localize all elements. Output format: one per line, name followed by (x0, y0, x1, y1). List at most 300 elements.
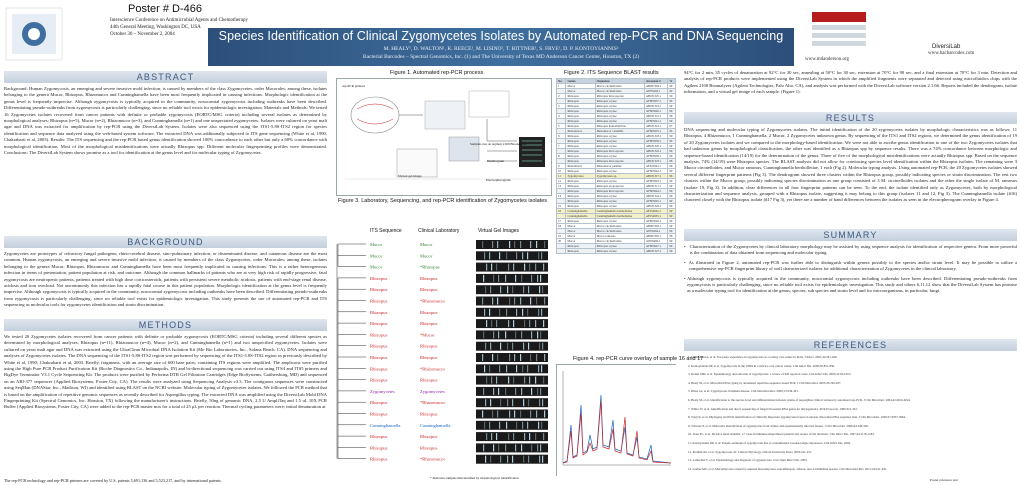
gel-band (498, 444, 499, 451)
gel-band (514, 411, 515, 418)
table-cell: Rhizopus (566, 139, 595, 144)
gel-band (486, 433, 487, 440)
table-row (557, 94, 676, 99)
gel-band (496, 433, 497, 440)
gel-lane (476, 364, 548, 373)
gel-band (514, 354, 515, 361)
gel-band (544, 411, 545, 418)
gel-band (522, 365, 523, 372)
gel-band (530, 298, 531, 305)
gel-band (493, 388, 494, 395)
table-cell: Rhizopus (566, 154, 595, 159)
table-cell: Rhizopus oryzae (595, 114, 644, 119)
table-cell: 99 (668, 144, 676, 149)
table-cell: AY803946.1 (644, 219, 668, 224)
gel-band (482, 241, 483, 248)
gel-band (485, 456, 486, 463)
gel-band (524, 320, 525, 327)
table-cell: Rhizopus (566, 184, 595, 189)
its-label: Rhizopus (370, 445, 388, 451)
gel-band (506, 309, 507, 316)
gel-band (485, 399, 486, 406)
clinical-label: *Mucor (420, 332, 435, 338)
table-cell: Rhizopus oryzae (595, 204, 644, 209)
gel-band (498, 388, 499, 395)
gel-band (506, 252, 507, 259)
its-label: Rhizopus (370, 275, 388, 281)
table-cell: AB181311.1 (644, 184, 668, 189)
table-row (557, 99, 676, 104)
poster-logo (4, 6, 64, 62)
gel-band (544, 354, 545, 361)
gel-band (505, 444, 506, 451)
gel-band (520, 411, 521, 418)
table-cell: 4 (557, 114, 566, 119)
table-cell: Rhizomucor variabilis (595, 129, 644, 134)
table-cell: Rhizopus azygosporus (595, 184, 644, 189)
table-cell: Zygomycetes sp. (595, 174, 644, 179)
gel-band (500, 399, 501, 406)
gel-band (509, 241, 510, 248)
table-row (557, 249, 676, 254)
table-cell: 99 (668, 224, 676, 229)
gel-band (527, 252, 528, 259)
table-cell: 97 (668, 124, 676, 129)
gel-band (536, 298, 537, 305)
gel-band (516, 365, 517, 372)
summary-heading: SUMMARY (684, 229, 1017, 241)
diversilab-name: DiversiLab (932, 44, 961, 50)
table-cell: 99 (668, 194, 676, 199)
table-cell: Rhizopus oryzae (595, 139, 644, 144)
table-cell: Rhizopus oryzae (595, 104, 644, 109)
table-cell: Mucor (566, 229, 595, 234)
gel-band (524, 264, 525, 271)
its-label: Rhizopus (370, 400, 388, 406)
gel-band (538, 422, 539, 429)
table-cell: 99 (668, 119, 676, 124)
gel-band (543, 377, 544, 384)
gel-band (540, 444, 541, 451)
table-cell: Rhizopus oryzae (595, 179, 644, 184)
clinical-label: Rhizopus (420, 321, 438, 327)
gel-band (521, 388, 522, 395)
gel-band (484, 422, 485, 429)
table-row (557, 119, 676, 124)
table-cell: 99 (668, 204, 676, 209)
clinical-label: Rhizopus (420, 411, 438, 417)
gel-band (527, 309, 528, 316)
table-cell: Rhizopus oryzae (595, 134, 644, 139)
gel-band (512, 286, 513, 293)
gel-band (543, 264, 544, 271)
table-cell: AB181324.1 (644, 194, 668, 199)
table-row (557, 114, 676, 119)
fig1-step-primers: rep-PCR primers (342, 84, 366, 88)
table-cell: AY803935.1 (644, 129, 668, 134)
gel-band (516, 422, 517, 429)
table-cell: Rhizopus (566, 219, 595, 224)
gel-band (535, 433, 536, 440)
summary-list: • Characterization of the Zygomycetes by clinical laboratory morphology may be assisted by using sequence analysis for identification of respective genera. From more powerful is the combination of data obtained from sequencing and molecular typing. • As illustrated in Figure 2, automated rep-PCR was further able to distinguish within genera possibly to the species and/or strain level. It may be possible to utilize a comprehensive rep-PCR fingerprint library of well characterized isolates for additional characterization of Zygomycetes in the clinical laboratory. • Although zygomycosis is typically acquired in the community, nosocomial zygomycosis including outbreaks have been described. Differentiating pseudo-outbreaks from zygomycosis is particularly challenging, since no reliable tool exists for epidemiologic investigation. This study and others 6,11,12 show that the DiversiLab System has promise as a molecular typing tool for identification at the genus, species, sub species and strain level and for microorganisms, in particular, fungi. (684, 244, 1017, 294)
table-cell: Rhizopus microsporus (595, 159, 644, 164)
gel-band (500, 343, 501, 350)
gel-band (498, 275, 499, 282)
table-cell: 18 (557, 224, 566, 229)
figure1-title: Figure 1. Automated rep-PCR process (390, 70, 484, 76)
table-cell: 99 (668, 99, 676, 104)
fig3-col-gel: Virtual Gel Images (478, 228, 520, 234)
gel-band (520, 354, 521, 361)
table-row (557, 149, 676, 154)
table-cell: Cunninghamella bertholletiae (595, 214, 644, 219)
gel-band (531, 388, 532, 395)
table-cell: 7 (557, 144, 566, 149)
gel-band (491, 264, 492, 271)
gel-band (482, 354, 483, 361)
clinical-label: *Rhizomucor (420, 298, 446, 304)
gel-band (499, 365, 500, 372)
gel-band (528, 456, 529, 463)
table-header-cell: % (668, 79, 676, 84)
table-cell: Rhizopus (566, 159, 595, 164)
gel-band (500, 456, 501, 463)
table-row (557, 179, 676, 184)
table-row (557, 189, 676, 194)
gel-band (542, 399, 543, 406)
reference-item: 7. White TJ, et al. Amplification and direct sequencing of fungal ribosomal RNA genes for phylogenetics. PCR Protocols. 1990:315-322. (688, 406, 858, 411)
gel-band (491, 433, 492, 440)
clinical-label: Rhizopus (420, 377, 438, 383)
gel-band (523, 286, 524, 293)
gel-band (524, 377, 525, 384)
gel-band (536, 354, 537, 361)
gel-band (493, 331, 494, 338)
gel-band (483, 444, 484, 451)
gel-band (507, 343, 508, 350)
gel-band (513, 377, 514, 384)
gel-band (523, 343, 524, 350)
gel-band (522, 309, 523, 316)
table-cell: AJ876494.1 (644, 229, 668, 234)
gel-band (496, 264, 497, 271)
reference-item: 6. Healy M, et al. Identification to the species level and differentiation between strains of Aspergillus clinical isolates by automated rep-PCR. J Clin Microbiol. 2004;42:4016-4024. (688, 398, 911, 402)
gel-band (529, 377, 530, 384)
gel-band (539, 343, 540, 350)
table-cell: AJ876495.1 (644, 239, 668, 244)
reference-item: 11. Kontoyiannis DP, et al. Pseudo-outbreak of zygomycosis due to contaminated wooden tongue depressors. Clin Infect Dis. 2004. (688, 441, 851, 445)
gel-band (496, 320, 497, 327)
table-cell: Rhizomucor (566, 164, 595, 169)
reference-item: 3. Roden MM, et al. Epidemiology and outcome of zygomycosis: a review of 929 reported cases. Clin Infect Dis. 2005;41:634-653. (688, 372, 852, 377)
gel-band (531, 275, 532, 282)
table-cell: AF254932.1 (644, 209, 668, 214)
abstract-text: Background: Human Zygomycosis, an emerging and severe invasive mold infection, is caused by members of the class Zygomycetes, order Mucorales; among these, isolates belonging to the genera Mucor, Rhizopus, Rhizomucor and Cunninghamella have been most frequently implicated in causing infections. Morphologic identification at the genus level is frequently imprecise. Although zygomycosis is typically acquired in the community, nosocomial zygomycosis including outbreaks have been described. Differentiating pseudo-outbreaks from zygomycosis is particularly challenging, since no reliable tool exists for epidemiologic investigation. Materials and Methods: We tested 16 Zygomycetes isolates recovered from cancer patients with definite or probable zygomycosis (EORTC/MSG criteria) including several isolates as determined by morphological analyses: Rhizopus (n=5), Mucor (n=2), Rhizomucor (n=3), and Cunninghamella (n=1) and one unspeciated zygomycetes. Isolates were cultured on yeast malt agar and DNA was extracted for amplification by rep-PCR using the DiversiLab System. Isolates were also sequenced using the ITS1-5.8S-ITS2 region for species identification and sequence data analyzed using the web-based system software. The extracted DNA was additionally subjected to ITS gene sequencing (White et al, 1990, Chakrabarti et al, 2003). Results: The ITS sequencing and the rep-PCR based genus identification showed 100% concordance to each other but only a 60% concordance with morphological identification. Most of the morphological misidentifications were actually Rhizopus spp. Different molecular fingerprinting profiles were demonstrated. Conclusions: The DiversiLab System shows promise as a tool for identification at the genus level and for molecular typing of Zygomycetes. (4, 86, 327, 156)
gel-band (493, 275, 494, 282)
clinical-label: *Rhizomucor (420, 366, 446, 372)
references-heading: REFERENCES (684, 339, 1017, 351)
table-row (557, 194, 676, 199)
its-label: Rhizopus (370, 343, 388, 349)
table-cell: AF325934.1 (644, 164, 668, 169)
gel-band (508, 320, 509, 327)
table-cell: AB097393.1 (644, 224, 668, 229)
gel-band (496, 377, 497, 384)
table-cell: AB181316.1 (644, 124, 668, 129)
table-row (557, 129, 676, 134)
abstract-heading: ABSTRACT (4, 71, 327, 83)
background-text: Zygomycetes are prototypes of refractory fungal pathogens; rhino-cerebral disease, sino-pulmonary infection, or disseminated disease, and cutaneous disease are the most common. Human zygomycosis, an emerging and severe invasive mold infection, is caused by members of the class Zygomycetes, order Mucorales; among these, isolates belonging to the genera Mucor, Rhizopus, Rhizomucor and Cunninghamella have been most frequently implicated in causing infections. This is a rather heterogeneous infection in terms of presentation, patient population at risk, and outcome. Although the common hallmarks of patients who are at very high risk of rapidly progressive, fatal zygomycosis are neutropenic patients, patients treated with high dose corticosteroids, patients with persistent severe metabolic acidosis, patients with end-stage renal disease, acidosis and iron overload. Not uncommonly this infection has a rapidly fatal course in this patient population. Morphologic identification at the genus level is frequently imprecise. Although zygomycosis is typically acquired in the community, nosocomial zygomycosis including outbreaks have been described. Differentiating pseudo-outbreaks from zygomycosis is particularly challenging, since no reliable tool exists for epidemiologic investigation. This study presents the use of automated rep-PCR and ITS sequencing as molecular tools for zygomycetes identification and strain discrimination. (4, 251, 327, 308)
gel-band (484, 309, 485, 316)
gel-band (505, 275, 506, 282)
table-cell: AY803937.1 (644, 99, 668, 104)
poster-title: Species Identification of Clinical Zygomycetes Isolates by Automated rep-PCR and DNA Sequencing (218, 29, 784, 43)
table-cell: Cunninghamella (566, 209, 595, 214)
table-cell: 6 (557, 134, 566, 139)
gel-band (509, 411, 510, 418)
diversilab-url[interactable]: www.bacbarcodes.com (928, 51, 975, 56)
table-cell: AB181327.1 (644, 249, 668, 254)
gel-band (490, 456, 491, 463)
table-cell: Rhizopus (566, 94, 595, 99)
gel-band (531, 331, 532, 338)
clinical-label: Zygomycetes (420, 388, 445, 394)
table-cell: AB181319.1 (644, 104, 668, 109)
table-cell: 98 (668, 114, 676, 119)
mdanderson-url[interactable]: www.mdanderson.org (805, 57, 850, 62)
its-label: Mucor (370, 264, 383, 270)
table-cell: Mucor (566, 239, 595, 244)
table-cell: Mucor circinelloides (595, 89, 644, 94)
table-row (557, 144, 676, 149)
results-text: DNA sequencing and molecular typing of Zygomycetes isolates. The initial identification of the 20 zygomycetes isolates by morphologic characteristics was as follows: 11 Rhizopus, 4 Rhizomucor, 1 Cunninghamella, 2 Mucor, 2 Zygomycetes unknown genus. By sequencing of the ITS1 and ITS2 regions, we determined the genus identification of 19 of 20 Zygomycetes isolates and we compared to the morphology-based identification. We were not able to ascribe genus identification to one of the two Zygomycetes isolates that had unknown genus by morphological classification, the other was identified as a Rhizopus spp by sequence results. There was a 74% concordance between morphologic and sequence-based identification (14/19) for the determination of the genus. Three of five of the morphological misidentifications were actually Rhizopus spp. Based on the sequence analysis, 74% (14/19) were Rhizopus species. The BLAST analysis did not allow for convincing species level identification within the Rhizopus isolates. The remaining were 3 Mucor circinelloides, and Mucor ramosus, Cunninghamella bertholletiae, 1 each (Fig 2). Molecular typing analysis. Using automated rep-PCR, the 20 Zygomycetes isolates showed several different fingerprint patterns (Fig 3). The dendrogram showed three clusters within the Rhizopus group, possibly indicating species or strain discrimination. The rest two clusters within the Mucor group, possibly indicating species discrimination as one group consisted of 3 M. circinelloides isolates and the other the single isolate of M. ramosus (isolate 19, Fig 3). In addition, clear differences in all four fingerprint patterns can be seen. To the end, the isolate identified only as Zygomycetes, both by morphological characterization and sequence analysis, grouped with a Rhizopus isolate, suggesting it may belong to this group (isolates 11 and 12, Fig 3). The Cunninghamella isolate (#16) clustered closely with the Rhizopus isolate (#17 Fig 3), yet there are a number of band differences between the isolates as seen in the electropherogram overlay in Figure 4. (684, 127, 1017, 203)
its-label: Mucor (370, 253, 383, 259)
gel-band (492, 298, 493, 305)
its-label: Rhizopus (370, 287, 388, 293)
figure4-title: Figure 4. rep-PCR curve overlay of sample 16 and 17 (573, 356, 704, 362)
its-label: Rhizopus (370, 298, 388, 304)
table-cell: AJ876493.1 (644, 89, 668, 94)
table-cell: Rhizopus (566, 179, 595, 184)
table-cell: Rhizopus (566, 114, 595, 119)
table-row (557, 214, 676, 219)
conference-venue: 44th General Meeting, Washington DC, USA (110, 25, 201, 30)
table-cell: Rhizopus oryzae (595, 199, 644, 204)
its-label: Rhizopus (370, 321, 388, 327)
table-cell: Zygomycetes (566, 174, 595, 179)
clinical-label: Mucor (420, 253, 433, 259)
gel-band (492, 241, 493, 248)
gel-band (489, 422, 490, 429)
table-cell: 99 (668, 164, 676, 169)
gel-band (516, 309, 517, 316)
gel-band (539, 286, 540, 293)
clinical-label: Rhizopus (420, 275, 438, 281)
table-cell: 10 (557, 169, 566, 174)
table-cell: Mucor ramosus (595, 234, 644, 239)
gel-band (485, 343, 486, 350)
table-row (557, 204, 676, 209)
its-label: Cunninghamella (370, 422, 401, 428)
results-intro-text: 94°C for 2 min, 35 cycles of denaturation at 92°C for 30 sec, annealing at 50°C for 30 sec, extension at 70°C for 90 sec, and a final extension at 70°C for 3 min. Detection and analysis of rep-PCR products were implemented using the DiversiLab System in which the amplified fragments were separated and detected using microfluidics chips with the Agilent 2100 Bioanalyzer (Agilent Technologies, Palo Alto, CA), and analysis was performed with the DiversiLab software version 2.1.66. Reports included the dendrogram, isolate information, and a virtual gel image of each sample. (Figure 1). (684, 70, 1017, 95)
reference-item: 12. Ibrahim AS, et al. Zygomycosis. In: Clinical Mycology. Oxford University Press, 2003:241-251. (688, 449, 813, 454)
gel-band (513, 433, 514, 440)
gel-band (543, 320, 544, 327)
gel-band (492, 411, 493, 418)
gel-band (528, 343, 529, 350)
table-cell: Rhizopus (566, 149, 595, 154)
gel-band (499, 252, 500, 259)
gel-band (508, 433, 509, 440)
table-cell: AB181326.1 (644, 204, 668, 209)
its-label: Rhizopus (370, 377, 388, 383)
gel-band (541, 309, 542, 316)
gel-band (521, 331, 522, 338)
table-row (557, 244, 676, 249)
table-cell: Mucor (566, 84, 595, 89)
gel-band (512, 343, 513, 350)
gel-band (535, 377, 536, 384)
table-cell: 2 (557, 94, 566, 99)
table-cell: 96 (668, 174, 676, 179)
table-cell: 99 (668, 109, 676, 114)
gel-band (540, 275, 541, 282)
gel-band (537, 388, 538, 395)
gel-band (499, 309, 500, 316)
header (0, 0, 1020, 66)
gel-band (540, 331, 541, 338)
table-cell: 99 (668, 149, 676, 154)
table-cell: AB181323.1 (644, 159, 668, 164)
gel-band (490, 399, 491, 406)
table-cell: 11 (557, 174, 566, 179)
reference-item: 8. Voigt K, et al. Phylogeny and PCR identification of clinically important zygomycetes based on nuclear ribosomal-DNA sequence data. J Clin Microbiol. 1999;37:3957-3964. (688, 415, 906, 420)
table-cell: Rhizopus (566, 124, 595, 129)
table-cell: 99 (668, 244, 676, 249)
table-row (557, 219, 676, 224)
gel-band (542, 286, 543, 293)
reference-item: 10. Iwen PC, et al. Invasive mold sinusitis: 17 cases in immunocompromised patients and review of the literature. Clin Infect Dis. 1997;24:1178-1184. (688, 432, 875, 437)
gel-band (521, 444, 522, 451)
table-cell: 99 (668, 154, 676, 159)
dendrogram-panel (336, 236, 552, 474)
figure2-title: Figure 2. ITS Sequence BLAST results (564, 70, 659, 76)
summary-item: As illustrated in Figure 2, automated rep-PCR was further able to distinguish within genera possibly to the species and/or strain level. It may be possible to utilize a comprehensive rep-PCR fingerprint library of well characterized isolates for additional characterization of Zygomycetes in the clinical laboratory. (688, 259, 1017, 272)
figure4-panel (556, 364, 676, 476)
gel-band (514, 298, 515, 305)
table-cell: AY803943.1 (644, 179, 668, 184)
table-cell: 5 (557, 124, 566, 129)
table-cell: Rhizopus (566, 104, 595, 109)
table-header-cell: Genus (566, 79, 595, 84)
table-row (557, 224, 676, 229)
gel-band (530, 411, 531, 418)
clinical-label: *Rhizomucor (420, 400, 446, 406)
fig1-step-dendrogram: Dendrogram (487, 159, 505, 163)
gel-band (543, 433, 544, 440)
gel-band (490, 286, 491, 293)
gel-band (522, 422, 523, 429)
gel-band (512, 456, 513, 463)
gel-band (528, 286, 529, 293)
gel-band (538, 252, 539, 259)
gel-band (538, 365, 539, 372)
table-row (557, 229, 676, 234)
gel-band (536, 241, 537, 248)
table-row (557, 124, 676, 129)
gel-band (482, 298, 483, 305)
reference-item: 9. Schwarz P, et al. Molecular identification of zygomycetes from culture and experimentally infected tissues. J Clin Microbiol. 2006;44:340-349. (688, 423, 869, 428)
table-cell: 99 (668, 94, 676, 99)
table-cell: 98 (668, 159, 676, 164)
table-header-cell: Accession # (644, 79, 668, 84)
table-cell: Rhizopus (566, 194, 595, 199)
table-cell: Rhizopus oryzae (595, 194, 644, 199)
table-cell: Rhizopus (566, 244, 595, 249)
table-cell: AB097395.1 (644, 234, 668, 239)
reference-item: 13. Lanternier F, et al. Epidemiology and diagnosis of zygomycosis. Curr Opin Infect Dis. 2003. (688, 458, 808, 463)
table-cell: AY803940.1 (644, 109, 668, 114)
table-cell: Rhizopus microsporus (595, 94, 644, 99)
gel-band (491, 377, 492, 384)
reference-item: 14. Gomes MZ, et al. Mucormycosis caused by unusual mucormycetes, non-Rhizopus, -Mucor, and -Lichtheimia species. Clin Microbiol Rev. 2011;24:411-445. (688, 466, 887, 471)
table-header-cell: Organism (595, 79, 644, 84)
gel-band (539, 399, 540, 406)
table-cell: Mucor (566, 89, 595, 94)
table-cell: 99 (668, 84, 676, 89)
gel-band (531, 444, 532, 451)
table-row (557, 164, 676, 169)
table-cell: Rhizomucor pusillus (595, 164, 644, 169)
gel-band (485, 286, 486, 293)
gel-band (505, 331, 506, 338)
its-label: Rhizopus (370, 309, 388, 315)
gel-band (486, 320, 487, 327)
gel-band (521, 275, 522, 282)
table-cell: Rhizopus (566, 119, 595, 124)
table-cell: 99 (668, 179, 676, 184)
table-cell: Rhizopus oryzae (595, 99, 644, 104)
table-row (557, 169, 676, 174)
table-row (557, 199, 676, 204)
reference-item: 2. Kontoyiannis DP, et al. Zygomycosis in the 1990s in a tertiary-care cancer center. Clin Infect Dis. 2000;30:851-856. (688, 363, 835, 368)
gel-band (535, 320, 536, 327)
reference-item: 1. Chakrabarti A, et al. Ten years' experience in zygomycosis at a tertiary care centre in India. J Infect. 2001;42:261-266. (688, 355, 838, 359)
reference-item: 4. Healy M, et al. Microbial DNA typing by automated repetitive-sequence-based PCR. J Clin Microbiol. 2005;43:199-207. (688, 380, 842, 385)
figure3-title: Figure 3. Laboratory, Sequencing, and rep-PCR identification of Zygomycetes isolates (338, 198, 548, 204)
table-row (557, 84, 676, 89)
table-cell: 9 (557, 164, 566, 169)
gel-band (527, 422, 528, 429)
gel-band (541, 252, 542, 259)
table-row (557, 89, 676, 94)
gel-band (499, 422, 500, 429)
its-label: Rhizopus (370, 456, 388, 462)
table-cell: 99 (668, 209, 676, 214)
gel-band (529, 320, 530, 327)
table-cell: Mucor circinelloides (595, 239, 644, 244)
table-cell: 99 (668, 249, 676, 254)
table-cell: Rhizopus oryzae (595, 249, 644, 254)
gel-band (482, 411, 483, 418)
table-cell: 12 (557, 179, 566, 184)
gel-band (484, 365, 485, 372)
table-cell: Rhizopus (566, 189, 595, 194)
gel-lane (476, 297, 548, 306)
table-cell: 20 (557, 239, 566, 244)
table-cell: 99 (668, 134, 676, 139)
table-cell: Rhizopus (566, 249, 595, 254)
